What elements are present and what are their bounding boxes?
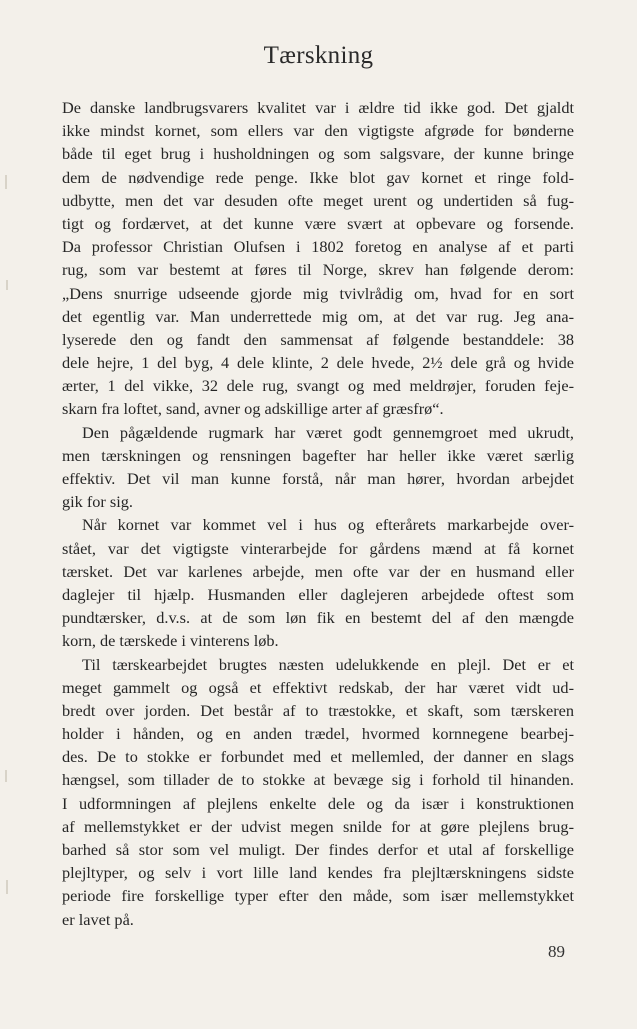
text-line: holder i hånden, og en anden trædel, hvormed kornnegene bearbej- xyxy=(62,724,574,744)
text-line: ikke mindst kornet, som ellers var den vigtigste afgrøde for bønderne xyxy=(62,121,574,141)
text-line: dem de nødvendige rede penge. Ikke blot gav kornet et ringe fold- xyxy=(62,167,574,187)
paper-mark xyxy=(6,280,8,290)
text-line: rug, som var bestemt at føres til Norge, skrev han følgende derom: xyxy=(62,260,574,280)
text-line: skarn fra loftet, sand, avner og adskillige arter af græsfrø“. xyxy=(62,399,444,419)
text-line: barhed så stor som vel muligt. Der findes derfor et utal af forskellige xyxy=(62,840,574,859)
text-line: af mellemstykket er der udvist megen snilde for at gøre plejlens brug- xyxy=(62,816,574,836)
text-line: De danske landbrugsvarers kvalitet var i ældre tid ikke god. Det gjaldt xyxy=(62,98,574,117)
text-line: Da professor Christian Olufsen i 1802 foretog en analyse af et parti xyxy=(62,237,574,257)
text-line: korn, de tærskede i vinterens løb. xyxy=(62,631,279,651)
text-line: Den pågældende rugmark har været godt gennemgroet med ukrudt, xyxy=(82,422,574,442)
text-line: Når kornet var kommet vel i hus og efterårets markarbejde over- xyxy=(82,515,574,535)
text-line: hængsel, som tillader de to stokke at bevæge sig i forhold til hinanden. xyxy=(62,770,574,790)
text-line: „Dens snurrige udseende gjorde mig tvivlrådig om, hvad for en sort xyxy=(62,283,574,303)
text-line: tærsket. Det var karlenes arbejde, men ofte var der en husmand eller xyxy=(62,561,574,581)
text-line: dele hejre, 1 del byg, 4 dele klinte, 2 dele hvede, 2½ dele grå og hvide xyxy=(62,353,574,373)
paper-mark xyxy=(5,175,7,189)
page-title: Tærskning xyxy=(263,42,374,69)
text-line: periode fire forskellige typer efter den måde, som især mellemstykket xyxy=(62,886,574,906)
text-line: lyserede den og fandt den sammensat af følgende bestanddele: 38 xyxy=(62,329,574,349)
text-line: bredt over jorden. Det består af to træstokke, et skaft, som tærskeren xyxy=(62,700,574,720)
text-line: udbytte, men det var desuden ofte meget urent og undertiden så fug- xyxy=(62,190,574,210)
text-line: daglejer til hjælp. Husmanden eller daglejeren arbejdede oftest som xyxy=(62,584,574,604)
body-text xyxy=(62,96,574,931)
paper-mark xyxy=(6,880,8,894)
paper-mark xyxy=(5,770,7,782)
text-line: I udformningen af plejlens enkelte dele og da især i konstruktionen xyxy=(62,793,574,813)
text-line: plejltyper, og selv i vort lille land kendes fra plejltærskningens sidste xyxy=(62,863,574,883)
text-line: stået, var det vigtigste vinterarbejde for gårdens mænd at få kornet xyxy=(62,538,574,558)
text-line: Til tærskearbejdet brugtes næsten udelukkende en plejl. Det er et xyxy=(82,654,574,674)
text-line: er lavet på. xyxy=(62,909,134,929)
text-line: meget gammelt og også et effektivt redskab, der har været vidt ud- xyxy=(62,677,574,697)
page-number: 89 xyxy=(548,942,565,961)
text-line: pundtærsker, d.v.s. at de som løn fik en bestemt del af den mængde xyxy=(62,608,574,628)
text-line: ærter, 1 del vikke, 32 dele rug, svangt og med meldrøjer, foruden feje- xyxy=(62,376,574,396)
text-line: det egentlig var. Man underrettede mig om, at det var rug. Jeg ana- xyxy=(62,306,574,326)
text-line: effektiv. Det vil man kunne forstå, når man hører, hvordan arbejdet xyxy=(62,469,574,488)
text-line: des. De to stokke er forbundet med et mellemled, der danner en slags xyxy=(62,747,574,767)
text-line: tigt og fordærvet, at det kunne være svært at opbevare og forsende. xyxy=(62,213,574,233)
text-line: gik for sig. xyxy=(62,492,133,512)
text-line: men tærskningen og rensningen bagefter har heller ikke været særlig xyxy=(62,445,574,465)
text-line: både til eget brug i husholdningen og som salgsvare, der kunne bringe xyxy=(62,144,574,164)
